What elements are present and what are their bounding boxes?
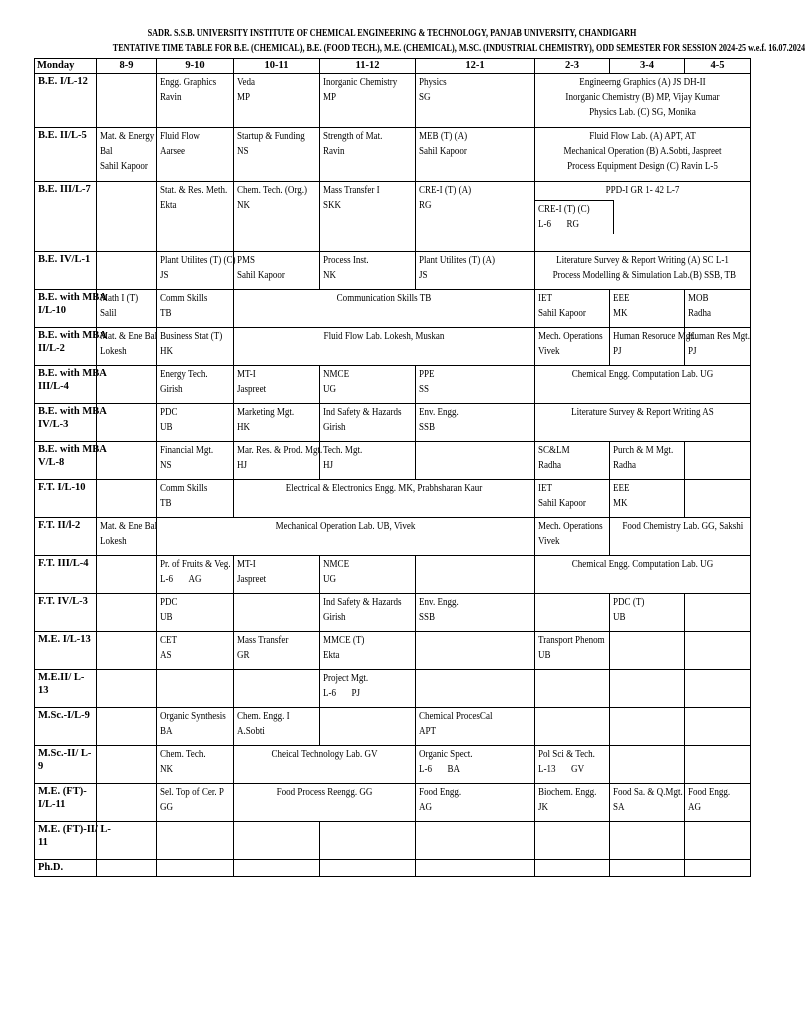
cell: Chem. Tech. (Org.) NK — [234, 182, 320, 252]
cell: PMS Sahil Kapoor — [234, 252, 320, 290]
cell: Ind Safety & Hazards Girish — [320, 594, 416, 632]
cell: Startup & Funding NS — [234, 128, 320, 182]
cell-empty — [97, 670, 157, 708]
cell: CET AS — [157, 632, 234, 670]
table-row — [35, 784, 751, 822]
cell-empty — [97, 252, 157, 290]
row-label: F.T. III/L-4 — [35, 556, 97, 594]
cell-empty — [416, 860, 535, 877]
cell: EEE MK — [610, 480, 685, 518]
cell-empty — [610, 632, 685, 670]
cell: Human Res Mgt. PJ — [685, 328, 751, 366]
table-row — [35, 404, 751, 442]
table-row — [35, 290, 751, 328]
cell: IET Sahil Kapoor — [535, 480, 610, 518]
cell: EEE MK — [610, 290, 685, 328]
cell: Food Sa. & Q.Mgt. SA — [610, 784, 685, 822]
cell: PDC (T) UB — [610, 594, 685, 632]
cell: Transport Phenom UB — [535, 632, 610, 670]
table-row — [35, 442, 751, 480]
cell: Mech. Operations Vivek — [535, 328, 610, 366]
sub-cell: CRE-I (T) (C) L-6 RG — [535, 200, 614, 234]
cell-empty — [610, 708, 685, 746]
cell: Engg. Graphics Ravin — [157, 74, 234, 128]
cell: Inorganic Chemistry MP — [320, 74, 416, 128]
cell: Comm Skills TB — [157, 290, 234, 328]
cell-empty — [416, 670, 535, 708]
row-label: Ph.D. — [35, 860, 97, 877]
cell: NMCE UG — [320, 556, 416, 594]
row-label: M.Sc.-I/L-9 — [35, 708, 97, 746]
cell-empty — [97, 746, 157, 784]
table-row — [35, 632, 751, 670]
row-label: F.T. I/L-10 — [35, 480, 97, 518]
cell-empty — [97, 708, 157, 746]
cell-empty — [234, 860, 320, 877]
cell: Organic Synthesis BA — [157, 708, 234, 746]
cell: Env. Engg. SSB — [416, 404, 535, 442]
col-header-10-11: 10-11 — [234, 59, 320, 74]
cell-empty — [157, 860, 234, 877]
cell-empty — [97, 74, 157, 128]
cell-empty — [685, 822, 751, 860]
cell-empty — [157, 822, 234, 860]
cell-empty — [416, 556, 535, 594]
cell: Business Stat (T) HK — [157, 328, 234, 366]
row-label: B.E. IV/L-1 — [35, 252, 97, 290]
cell: Math I (T) Salil — [97, 290, 157, 328]
cell-lab: Mechanical Operation Lab. UB, Vivek — [157, 518, 535, 556]
cell-lab: Engineerng Graphics (A) JS DH-II Inorganic Chemistry (B) MP, Vijay Kumar Physics Lab. (C) SG, Monika — [535, 74, 751, 128]
cell: Comm Skills TB — [157, 480, 234, 518]
cell: MMCE (T) Ekta — [320, 632, 416, 670]
row-label: B.E. III/L-7 — [35, 182, 97, 252]
cell-empty — [610, 670, 685, 708]
row-label: B.E. I/L-12 — [35, 74, 97, 128]
col-header-3-4: 3-4 — [610, 59, 685, 74]
cell-empty — [320, 822, 416, 860]
row-label: B.E. with MBA II/L-2 — [35, 328, 97, 366]
row-label: M.E. (FT)-I/L-11 — [35, 784, 97, 822]
cell: Mat. & Ene Bal Lokesh — [97, 518, 157, 556]
row-label: B.E. with MBA IV/L-3 — [35, 404, 97, 442]
table-row — [35, 556, 751, 594]
cell-empty — [97, 594, 157, 632]
cell: Mass Transfer GR — [234, 632, 320, 670]
cell: Energy Tech. Girish — [157, 366, 234, 404]
cell: MEB (T) (A) Sahil Kapoor — [416, 128, 535, 182]
cell: Project Mgt. L-6 PJ — [320, 670, 416, 708]
cell: Financial Mgt. NS — [157, 442, 234, 480]
cell: Mar. Res. & Prod. Mgt. HJ — [234, 442, 320, 480]
cell-empty — [416, 442, 535, 480]
cell-empty — [685, 860, 751, 877]
cell: Process Inst. NK — [320, 252, 416, 290]
cell-empty — [610, 822, 685, 860]
table-row — [35, 518, 751, 556]
timetable-grid — [34, 58, 751, 877]
cell-lab: Literature Survey & Report Writing (A) SC L-1 Process Modelling & Simulation Lab.(B) SSB, TB — [535, 252, 751, 290]
cell: Food Engg. AG — [685, 784, 751, 822]
cell: MT-I Jaspreet — [234, 366, 320, 404]
cell: Env. Engg. SSB — [416, 594, 535, 632]
header-row — [35, 59, 751, 74]
cell: PPE SS — [416, 366, 535, 404]
cell-empty — [234, 670, 320, 708]
cell: Tech. Mgt. HJ — [320, 442, 416, 480]
cell-empty — [535, 860, 610, 877]
cell: Sel. Top of Cer. P GG — [157, 784, 234, 822]
cell: Strength of Mat. Ravin — [320, 128, 416, 182]
row-label: M.Sc.-II/ L-9 — [35, 746, 97, 784]
col-header-11-12: 11-12 — [320, 59, 416, 74]
cell: SC&LM Radha — [535, 442, 610, 480]
cell: IET Sahil Kapoor — [535, 290, 610, 328]
cell-empty — [416, 822, 535, 860]
cell: PDC UB — [157, 594, 234, 632]
cell-empty — [416, 632, 535, 670]
row-label: M.E. I/L-13 — [35, 632, 97, 670]
row-label: B.E. with MBA I/L-10 — [35, 290, 97, 328]
cell: Plant Utilites (T) (A) JS — [416, 252, 535, 290]
cell: Mech. Operations Vivek — [535, 518, 610, 556]
cell-lab: Chemical Engg. Computation Lab. UG — [535, 556, 751, 594]
cell-empty — [320, 860, 416, 877]
table-row — [35, 328, 751, 366]
cell-empty — [685, 708, 751, 746]
day-header: Monday — [35, 59, 97, 74]
row-label: M.E. (FT)-II/ L- 11 — [35, 822, 97, 860]
cell-lab: Electrical & Electronics Engg. MK, Prabhsharan Kaur — [234, 480, 535, 518]
col-header-8-9: 8-9 — [97, 59, 157, 74]
cell-empty — [97, 556, 157, 594]
cell: Organic Spect. L-6 BA — [416, 746, 535, 784]
cell-lab: Chemical Engg. Computation Lab. UG — [535, 366, 751, 404]
cell: Biochem. Engg. JK — [535, 784, 610, 822]
cell-empty — [97, 784, 157, 822]
cell-empty — [685, 670, 751, 708]
institute-title: SADR. S.S.B. UNIVERSITY INSTITUTE OF CHEMICAL ENGINEERING & TECHNOLOGY, PANJAB UNIVERSITY, CHANDIGARH — [147, 28, 637, 39]
table-row — [35, 746, 751, 784]
table-row — [35, 182, 751, 252]
cell: Veda MP — [234, 74, 320, 128]
table-row — [35, 480, 751, 518]
cell-empty — [535, 708, 610, 746]
col-header-4-5: 4-5 — [685, 59, 751, 74]
cell-empty — [97, 182, 157, 252]
table-row — [35, 860, 751, 877]
cell-lab: Cheical Technology Lab. GV — [234, 746, 416, 784]
row-label: M.E.II/ L-13 — [35, 670, 97, 708]
table-row — [35, 670, 751, 708]
cell: Food Engg. AG — [416, 784, 535, 822]
cell: Ind Safety & Hazards Girish — [320, 404, 416, 442]
cell: MT-I Jaspreet — [234, 556, 320, 594]
cell: Pol Sci & Tech. L-13 GV — [535, 746, 610, 784]
cell-lab: Fluid Flow Lab. Lokesh, Muskan — [234, 328, 535, 366]
col-header-2-3: 2-3 — [535, 59, 610, 74]
cell-empty — [610, 746, 685, 784]
cell: Stat. & Res. Meth. Ekta — [157, 182, 234, 252]
cell-empty — [157, 670, 234, 708]
cell-empty — [234, 822, 320, 860]
cell-empty — [320, 708, 416, 746]
cell-lab: Literature Survey & Report Writing AS — [535, 404, 751, 442]
cell: NMCE UG — [320, 366, 416, 404]
cell: Mat. & Ene Bal Lokesh — [97, 328, 157, 366]
row-label: B.E. II/L-5 — [35, 128, 97, 182]
table-row — [35, 74, 751, 128]
cell-empty — [685, 746, 751, 784]
cell-empty — [97, 480, 157, 518]
cell: CRE-I (T) (A) RG — [416, 182, 535, 252]
row-label: F.T. IV/L-3 — [35, 594, 97, 632]
timetable-title: TENTATIVE TIME TABLE FOR B.E. (CHEMICAL), B.E. (FOOD TECH.), M.E. (CHEMICAL), M.SC. (INDUSTRIAL CHEMISTRY), ODD SEMESTER FOR SESSION 2024-25 w.e.f. 16.07.2024 — [112, 43, 805, 54]
row-label: B.E. with MBA V/L-8 — [35, 442, 97, 480]
cell: Mat. & Energy Bal Sahil Kapoor — [97, 128, 157, 182]
cell-empty — [97, 632, 157, 670]
cell-empty — [234, 594, 320, 632]
cell: Mass Transfer I SKK — [320, 182, 416, 252]
col-header-9-10: 9-10 — [157, 59, 234, 74]
table-row — [35, 366, 751, 404]
cell: Purch & M Mgt. Radha — [610, 442, 685, 480]
cell-empty — [685, 594, 751, 632]
cell: Fluid Flow Aarsee — [157, 128, 234, 182]
table-row — [35, 252, 751, 290]
timetable-page — [34, 26, 805, 877]
cell: Pr. of Fruits & Veg. L-6 AG — [157, 556, 234, 594]
table-row — [35, 822, 751, 860]
cell: PDC UB — [157, 404, 234, 442]
cell-empty — [535, 670, 610, 708]
table-row — [35, 594, 751, 632]
table-row — [35, 128, 751, 182]
cell: MOB Radha — [685, 290, 751, 328]
row-label: F.T. II/l-2 — [35, 518, 97, 556]
cell-empty — [535, 822, 610, 860]
cell: Physics SG — [416, 74, 535, 128]
cell-empty — [685, 442, 751, 480]
cell: Human Resoruce Mgt. PJ — [610, 328, 685, 366]
row-label: B.E. with MBA III/L-4 — [35, 366, 97, 404]
cell-empty — [97, 860, 157, 877]
cell-empty — [685, 480, 751, 518]
cell: Plant Utilites (T) (C) JS — [157, 252, 234, 290]
cell-empty — [535, 594, 610, 632]
cell: Chem. Tech. NK — [157, 746, 234, 784]
cell-lab: Food Process Reengg. GG — [234, 784, 416, 822]
cell-lab: PPD-I GR 1- 42 L-7 CRE-I (T) (C) L-6 RG — [535, 182, 751, 252]
cell-empty — [610, 860, 685, 877]
cell: Marketing Mgt. HK — [234, 404, 320, 442]
cell-lab: Communication Skills TB — [234, 290, 535, 328]
cell: Chemical ProcesCal APT — [416, 708, 535, 746]
table-row — [35, 708, 751, 746]
cell-lab: Food Chemistry Lab. GG, Sakshi — [610, 518, 751, 556]
cell-lab: Fluid Flow Lab. (A) APT, AT Mechanical Operation (B) A.Sobti, Jaspreet Process Equipment Design (C) Ravin L-5 — [535, 128, 751, 182]
col-header-12-1: 12-1 — [416, 59, 535, 74]
cell: Chem. Engg. I A.Sobti — [234, 708, 320, 746]
cell-empty — [685, 632, 751, 670]
